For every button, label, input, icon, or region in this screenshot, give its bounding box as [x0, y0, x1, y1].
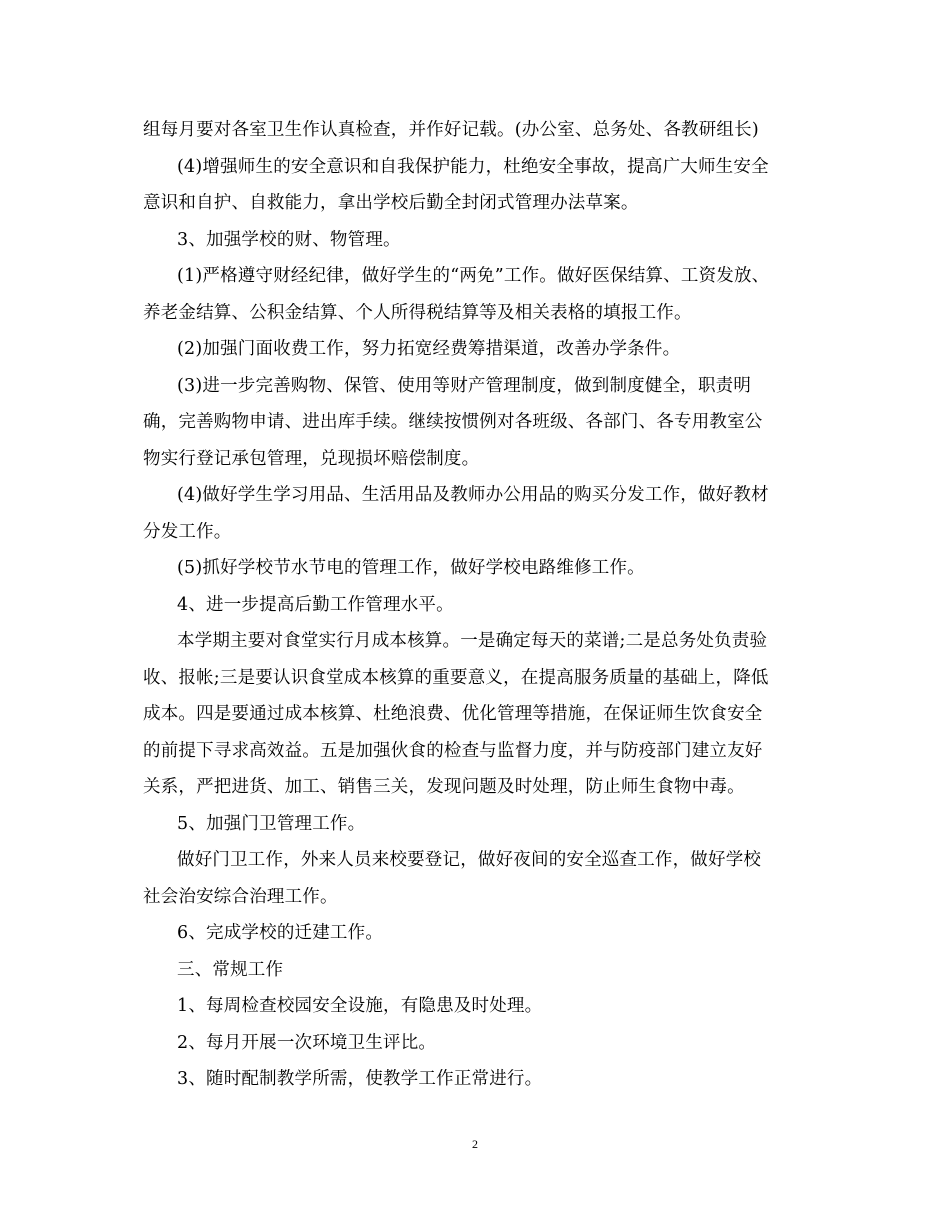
text-line: 意识和自护、自救能力，拿出学校后勤全封闭式管理办法草案。: [143, 193, 639, 213]
text-line: 确，完善购物申请、进出库手续。继续按惯例对各班级、各部门、各专用教室公: [143, 412, 763, 432]
document-body: [143, 112, 808, 1098]
text-line: (4)做好学生学习用品、生活用品及教师办公用品的购买分发工作，做好教材: [177, 485, 769, 505]
page-number: 2: [472, 1137, 478, 1151]
section-heading: 三、常规工作: [177, 959, 284, 980]
list-item: 3、随时配制教学所需，使教学工作正常进行。: [177, 1069, 543, 1089]
text-line: 组每月要对各室卫生作认真检查，并作好记载。(办公室、总务处、各教研组长): [143, 120, 759, 140]
text-line: 收、报帐;三是要认识食堂成本核算的重要意义，在提高服务质量的基础上，降低: [143, 667, 769, 688]
text-line: 养老金结算、公积金结算、个人所得税结算等及相关表格的填报工作。: [143, 302, 692, 323]
text-line: 分发工作。: [143, 521, 232, 542]
text-line: 社会治安综合治理工作。: [143, 886, 338, 907]
list-item: 1、每周检查校园安全设施，有隐患及时处理。: [177, 996, 543, 1016]
section-heading: 4、进一步提高后勤工作管理水平。: [177, 594, 454, 615]
text-line: 做好门卫工作，外来人员来校要登记，做好夜间的安全巡查工作，做好学校: [177, 850, 762, 870]
section-heading: 6、完成学校的迁建工作。: [177, 923, 384, 943]
section-heading: 3、加强学校的财、物管理。: [177, 229, 401, 250]
text-line: 的前提下寻求高效益。五是加强伙食的检查与监督力度，并与防疫部门建立友好: [143, 740, 763, 761]
list-item: 2、每月开展一次环境卫生评比。: [177, 1032, 437, 1053]
text-line: (2)加强门面收费工作，努力拓宽经费筹措渠道，改善办学条件。: [177, 339, 681, 359]
section-heading: 5、加强门卫管理工作。: [177, 813, 366, 834]
text-line: (5)抓好学校节水节电的管理工作，做好学校电路维修工作。: [177, 558, 645, 578]
text-line: 关系，严把进货、加工、销售三关，发现问题及时处理，防止师生食物中毒。: [143, 777, 745, 797]
text-line: 物实行登记承包管理，兑现损坏赔偿制度。: [143, 448, 480, 469]
text-line: (3)进一步完善购物、保管、使用等财产管理制度，做到制度健全，职责明: [177, 375, 752, 396]
text-line: (1)严格遵守财经纪律，做好学生的“两免”工作。做好医保结算、工资发放、: [177, 266, 770, 286]
text-line: 本学期主要对食堂实行月成本核算。一是确定每天的菜谱;二是总务处负责验: [177, 631, 768, 651]
text-line: (4)增强师生的安全意识和自我保护能力，杜绝安全事故，提高广大师生安全: [177, 156, 769, 177]
text-line: 成本。四是要通过成本核算、杜绝浪费、优化管理等措施，在保证师生饮食安全: [143, 704, 763, 724]
